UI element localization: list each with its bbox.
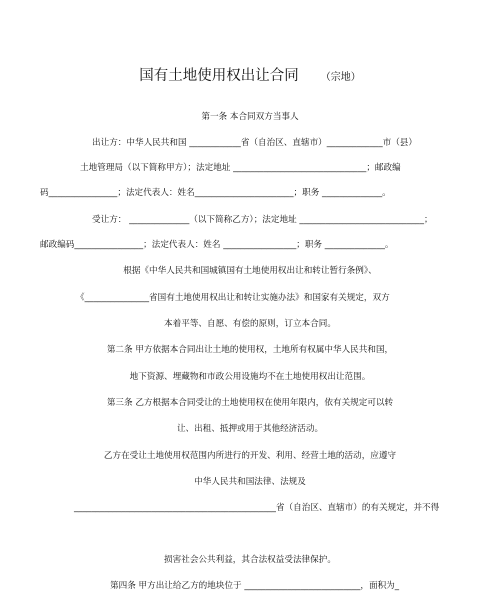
transferee-line: 受让方： ______________（以下简称乙方）；法定地址 _____________________________； (92, 215, 433, 225)
article-2-line-1: 第二条 甲方依据本合同出让土地的使用权，土地所有权属中华人民共和国， (106, 345, 394, 355)
article-3-line-1: 第三条 乙方根据本合同受让的土地使用权在使用年限内，依有关规定可以转 (106, 398, 394, 408)
basis-line-3: 本着平等、自愿、有偿的原则，订立本合同。 (164, 319, 336, 329)
document-title (0, 66, 500, 88)
article-3-line-3: 乙方在受让土地使用权范围内所进行的开发、利用、经营土地的活动，应遵守 (103, 451, 397, 461)
transferor-line: 出让方：中华人民共和国 ____________省（自治区、直辖市）_____________市（县） (92, 138, 417, 148)
article-4-line-1: 第四条 甲方出让给乙方的地块位于 ___________________________，面积为_ (110, 581, 400, 591)
title-suffix: （宗地） (320, 72, 361, 83)
basis-line-1: 根据《中华人民共和国城镇国有土地使用权出让和转让暂行条例》、 (123, 266, 377, 276)
article-3-line-6: 损害社会公共利益，其合法权益受法律保护。 (164, 555, 336, 565)
title-text: 国有土地使用权出让合同 (139, 68, 299, 84)
transferor-representative-line: 码________________；法定代表人：姓名_______________________；职务 ______________。 (40, 188, 391, 198)
article-3-line-2: 让、出租、抵押或用于其他经济活动。 (176, 424, 324, 434)
transferor-address-line: 土地管理局（以下简称甲方）；法定地址 _______________________________；邮政编 (80, 163, 401, 173)
transferee-representative-line: 邮政编码________________；法定代表人：姓名 _________________；职务 ______________。 (40, 240, 394, 250)
article-1-heading: 第一条 本合同双方当事人 (201, 112, 299, 122)
basis-line-2: 《_______________省国有土地使用权出让和转让实施办法》和国家有关规定，双方 (76, 293, 390, 303)
article-2-line-2: 地下资源、埋藏物和市政公用设施均不在土地使用权出让范围。 (129, 372, 371, 382)
article-3-line-5: _______________________________________________省（自治区、直辖市）的有关规定，并不得 (74, 503, 440, 513)
article-3-line-4: 中华人民共和国法律、法规及 (194, 477, 306, 487)
